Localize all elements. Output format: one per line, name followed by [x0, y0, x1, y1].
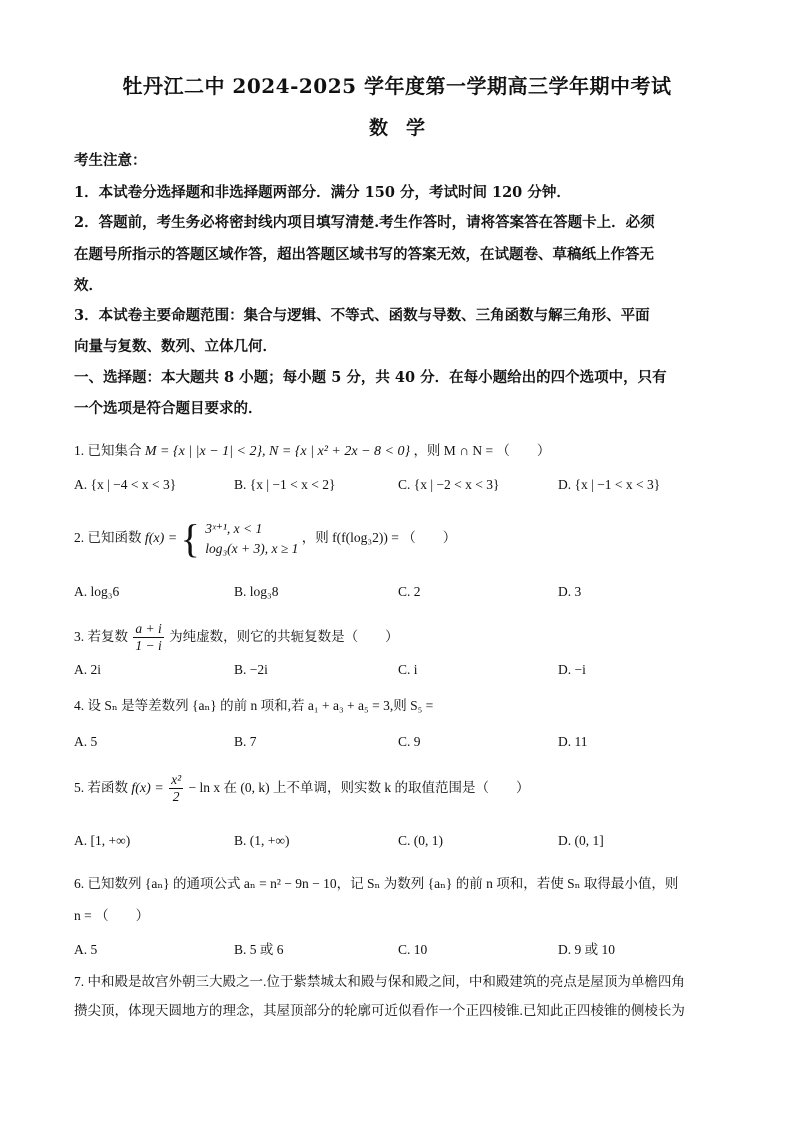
section-1-heading-line-1: 一、选择题：本大题共 8 小题；每小题 5 分，共 40 分．在每小题给出的四个选项中，只有 — [74, 369, 667, 386]
question-4-option-d: D. 11 — [558, 734, 588, 749]
question-1-option-b: B. {x | −1 < x < 2} — [234, 477, 336, 492]
question-5-option-b: B. (1, +∞) — [234, 833, 290, 848]
question-7-line-1: 7. 中和殿是故宫外朝三大殿之一.位于紫禁城太和殿与保和殿之间，中和殿建筑的亮点是屋顶为单檐四角 — [74, 974, 685, 989]
question-4-option-b: B. 7 — [234, 734, 257, 749]
question-4-option-a: A. 5 — [74, 734, 98, 749]
question-5-numerator: x² — [171, 772, 182, 788]
question-6-option-d: D. 9 或 10 — [558, 942, 615, 957]
notice-item-1: 1．本试卷分选择题和非选择题两部分．满分 150 分，考试时间 120 分钟． — [74, 184, 571, 201]
question-5-fraction — [169, 772, 183, 805]
section-1-heading-line-2: 一个选项是符合题目要求的． — [74, 400, 263, 417]
question-1-suffix: ，则 M ∩ N = （ ） — [413, 443, 551, 458]
question-1-option-a: A. {x | −4 < x < 3} — [74, 477, 177, 492]
question-5-prefix: 5. 若函数 — [74, 780, 128, 795]
question-3-suffix: 为纯虚数，则它的共轭复数是（ ） — [169, 629, 399, 644]
question-5-denominator: 2 — [172, 789, 180, 805]
question-5 — [74, 770, 724, 807]
notice-item-2-line-1: 2．答题前，考生务必将密封线内项目填写清楚.考生作答时，请将答案答在答题卡上．必须 — [74, 214, 655, 231]
question-5-option-c: C. (0, 1) — [398, 833, 443, 848]
notice-item-2-line-2: 在题号所指示的答题区域作答，超出答题区域书写的答案无效，在试题卷、草稿纸上作答无 — [74, 246, 654, 263]
question-3-prefix: 3. 若复数 — [74, 629, 128, 644]
notice-item-2-line-3: 效． — [74, 277, 103, 294]
piecewise-brace: { — [180, 515, 200, 561]
notice-heading: 考生注意： — [74, 152, 147, 169]
question-1-option-c: C. {x | −2 < x < 3} — [398, 477, 500, 492]
question-3-option-d: D. −i — [558, 662, 586, 677]
question-3-numerator: a + i — [135, 621, 162, 637]
question-2-option-c: C. 2 — [398, 584, 421, 599]
question-3-option-b: B. −2i — [234, 662, 268, 677]
question-5-rest: − ln x 在 (0, k) 上不单调，则实数 k 的取值范围是（ ） — [188, 780, 530, 795]
question-2-suffix: ，则 f(f(log₃2)) = （ ） — [301, 530, 457, 545]
question-5-option-d: D. (0, 1] — [558, 833, 604, 848]
question-1-option-d: D. {x | −1 < x < 3} — [558, 477, 661, 492]
question-6-option-a: A. 5 — [74, 942, 98, 957]
question-2-option-a: A. log₃6 — [74, 584, 120, 599]
piecewise-case-2: log₃(x + 3), x ≥ 1 — [205, 540, 299, 556]
question-5-function-name: f(x) = — [131, 781, 164, 796]
question-2-function-name: f(x) = — [144, 531, 178, 546]
question-3-option-c: C. i — [398, 662, 418, 677]
question-2-option-d: D. 3 — [558, 584, 582, 599]
question-3-option-a: A. 2i — [74, 662, 101, 677]
question-6-line-1: 6. 已知数列 {aₙ} 的通项公式 aₙ = n² − 9n − 10，记 Sₙ 为数列 {aₙ} 的前 n 项和，若使 Sₙ 取得最小值，则 — [74, 876, 679, 891]
question-4-option-c: C. 9 — [398, 734, 421, 749]
question-5-option-a: A. [1, +∞) — [74, 833, 131, 848]
question-1 — [74, 441, 724, 462]
question-1-sets: M = {x | |x − 1| < 2}, N = {x | x² + 2x − 8 < 0} — [144, 444, 411, 459]
exam-subject: 数学 — [368, 117, 443, 139]
question-3-denominator: 1 − i — [135, 638, 162, 654]
exam-title: 牡丹江二中 2024-2025 学年度第一学期高三学年期中考试 — [122, 74, 672, 98]
question-6-option-b: B. 5 或 6 — [234, 942, 284, 957]
question-6-line-2: n = （ ） — [74, 908, 150, 923]
piecewise-cases — [205, 519, 298, 559]
question-6-option-c: C. 10 — [398, 942, 428, 957]
question-1-prefix: 1. 已知集合 — [74, 443, 142, 458]
question-2-prefix: 2. 已知函数 — [74, 530, 142, 545]
question-4: 4. 设 Sₙ 是等差数列 {aₙ} 的前 n 项和,若 a₁ + a₃ + a₅ = 3,则 S₅ = — [74, 698, 434, 713]
question-2 — [74, 516, 724, 561]
question-3-fraction — [133, 621, 163, 654]
notice-item-3-line-2: 向量与复数、数列、立体几何． — [74, 338, 277, 355]
question-7-line-2: 攒尖顶，体现天圆地方的理念，其屋顶部分的轮廓可近似看作一个正四棱锥.已知此正四棱锥的侧棱长为 — [74, 1003, 685, 1018]
notice-item-3-line-1: 3．本试卷主要命题范围：集合与逻辑、不等式、函数与导数、三角函数与解三角形、平面 — [74, 307, 650, 324]
question-3 — [74, 619, 724, 655]
piecewise-case-1: 3ˣ⁺¹, x < 1 — [205, 520, 263, 536]
question-2-option-b: B. log₃8 — [234, 584, 279, 599]
